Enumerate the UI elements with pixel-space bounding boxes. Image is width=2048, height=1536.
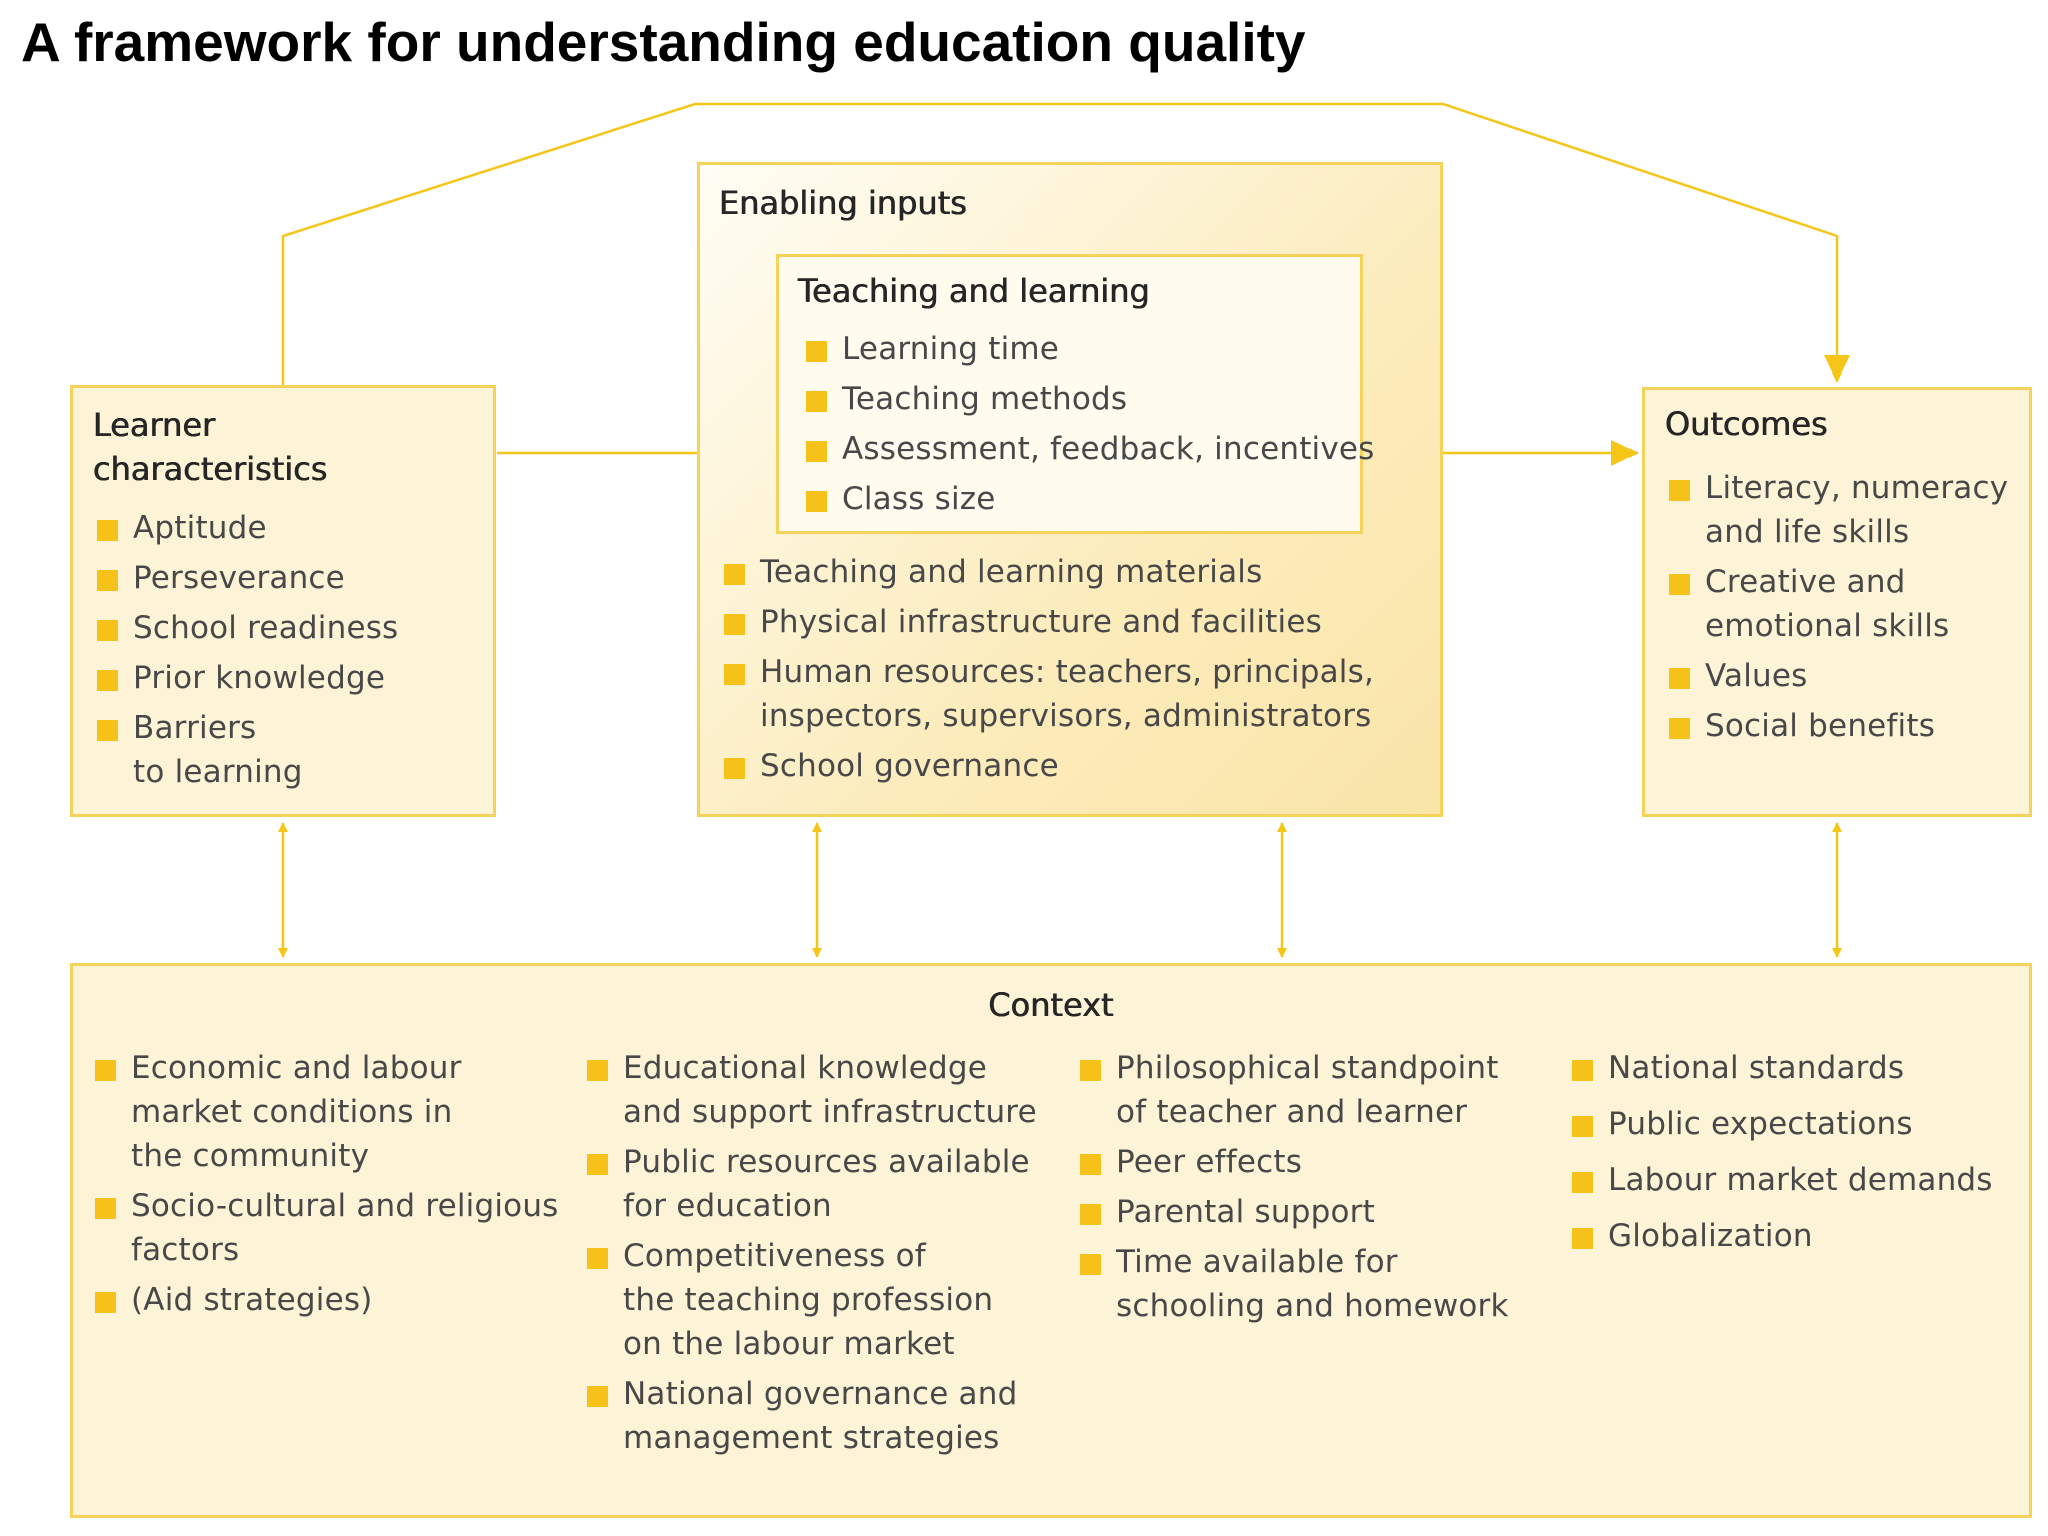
square-bullet-icon (97, 670, 118, 691)
list-item (1667, 560, 2008, 648)
list-item-text: Socio-cultural and religious (131, 1188, 559, 1224)
square-bullet-icon (97, 520, 118, 541)
list-item-text: inspectors, supervisors, administrators (760, 698, 1372, 734)
outcomes-box (1642, 387, 2032, 817)
list-item-text: School readiness (133, 610, 399, 646)
list-item-text: to learning (133, 754, 303, 790)
list-item-text: factors (131, 1232, 240, 1268)
list-item-text: market conditions in (131, 1094, 453, 1130)
list-item-text: Assessment, feedback, incentives (842, 431, 1375, 467)
list-item-text: Learning time (842, 331, 1060, 367)
context-box (70, 963, 2032, 1518)
square-bullet-icon (724, 564, 745, 585)
list-item-text: Literacy, numeracy (1705, 470, 2009, 506)
list-item-text: Barriers (133, 710, 257, 746)
square-bullet-icon (806, 391, 827, 412)
list-item (93, 1184, 559, 1272)
teaching-and-learning-box (776, 254, 1375, 534)
list-item-text: the teaching profession (623, 1282, 994, 1318)
context-column-2 (585, 1046, 1037, 1466)
list-item (95, 506, 398, 550)
square-bullet-icon (1080, 1204, 1101, 1225)
square-bullet-icon (1669, 668, 1690, 689)
square-bullet-icon (97, 570, 118, 591)
square-bullet-icon (587, 1386, 608, 1407)
list-item (722, 744, 1374, 788)
list-item-text: on the labour market (623, 1326, 955, 1362)
square-bullet-icon (806, 491, 827, 512)
list-item-text: schooling and homework (1116, 1288, 1509, 1324)
list-item (1570, 1046, 1993, 1090)
list-item-text: Educational knowledge (623, 1050, 988, 1086)
list-item-text: Physical infrastructure and facilities (760, 604, 1322, 640)
list-item (95, 656, 398, 700)
square-bullet-icon (1080, 1060, 1101, 1081)
list-item-text: Peer effects (1116, 1144, 1303, 1180)
list-item-text: Aptitude (133, 510, 267, 546)
square-bullet-icon (1669, 718, 1690, 739)
list-item (585, 1372, 1037, 1460)
square-bullet-icon (1669, 480, 1690, 501)
list-item-text: Teaching and learning materials (760, 554, 1263, 590)
list-item (1570, 1102, 1993, 1146)
list-item (95, 556, 398, 600)
list-item-text: Creative and (1705, 564, 1906, 600)
list-item-text: and support infrastructure (623, 1094, 1037, 1130)
list-item-text: Human resources: teachers, principals, (760, 654, 1375, 690)
square-bullet-icon (587, 1248, 608, 1269)
square-bullet-icon (1669, 574, 1690, 595)
list-item (722, 600, 1374, 644)
list-item-text: Class size (842, 481, 996, 517)
square-bullet-icon (587, 1154, 608, 1175)
list-item (804, 477, 1375, 521)
list-item-text: Time available for (1116, 1244, 1398, 1280)
list-item (1078, 1046, 1509, 1134)
enabling-inputs-list (722, 550, 1374, 794)
list-item-text: of teacher and learner (1116, 1094, 1468, 1130)
list-item-text: management strategies (623, 1420, 1000, 1456)
list-item (585, 1140, 1037, 1228)
list-item-text: Perseverance (133, 560, 345, 596)
list-item (1570, 1158, 1993, 1202)
list-item (804, 327, 1375, 371)
list-item-text: Prior knowledge (133, 660, 386, 696)
square-bullet-icon (1080, 1254, 1101, 1275)
page-title: A framework for understanding education quality (21, 11, 1306, 73)
list-item-text: Parental support (1116, 1194, 1375, 1230)
list-item-text: Labour market demands (1608, 1162, 1993, 1198)
square-bullet-icon (724, 664, 745, 685)
list-item (804, 427, 1375, 471)
teaching-and-learning-title: Teaching and learning (798, 272, 1150, 310)
outcomes-title: Outcomes (1665, 405, 1828, 443)
list-item-text: Globalization (1608, 1218, 1813, 1254)
arrowhead-outcomes (1611, 440, 1638, 466)
square-bullet-icon (1572, 1116, 1593, 1137)
list-item (722, 650, 1374, 738)
list-item-text: School governance (760, 748, 1059, 784)
list-item (1667, 704, 2008, 748)
list-item (804, 377, 1375, 421)
square-bullet-icon (97, 720, 118, 741)
enabling-inputs-title: Enabling inputs (719, 184, 967, 222)
list-item (1667, 654, 2008, 698)
context-column-3 (1078, 1046, 1509, 1334)
square-bullet-icon (1572, 1228, 1593, 1249)
learner-characteristics-list (95, 506, 398, 800)
list-item (722, 550, 1374, 594)
context-title: Context (988, 986, 1114, 1024)
square-bullet-icon (95, 1292, 116, 1313)
list-item (1078, 1240, 1509, 1328)
square-bullet-icon (97, 620, 118, 641)
list-item (1667, 466, 2008, 554)
square-bullet-icon (724, 758, 745, 779)
list-item-text: the community (131, 1138, 370, 1174)
list-item (1078, 1190, 1509, 1234)
arrowhead-outcomes-top (1824, 355, 1850, 382)
list-item-text: and life skills (1705, 514, 1910, 550)
learner-title-line: Learner (93, 406, 216, 444)
list-item-text: Philosophical standpoint (1116, 1050, 1499, 1086)
list-item-text: Values (1705, 658, 1808, 694)
learner-characteristics-box (70, 385, 496, 817)
list-item (93, 1278, 559, 1322)
square-bullet-icon (1572, 1060, 1593, 1081)
list-item (1078, 1140, 1509, 1184)
list-item-text: Public resources available (623, 1144, 1030, 1180)
learner-title-line: characteristics (93, 450, 328, 488)
list-item (95, 606, 398, 650)
square-bullet-icon (1080, 1154, 1101, 1175)
list-item (585, 1234, 1037, 1366)
learner-characteristics-title (93, 403, 328, 491)
list-item-text: Public expectations (1608, 1106, 1913, 1142)
context-column-4 (1570, 1046, 1993, 1270)
list-item (585, 1046, 1037, 1134)
list-item-text: emotional skills (1705, 608, 1950, 644)
teaching-and-learning-list (804, 327, 1375, 527)
list-item-text: Teaching methods (842, 381, 1128, 417)
list-item-text: Economic and labour (131, 1050, 462, 1086)
square-bullet-icon (806, 341, 827, 362)
square-bullet-icon (587, 1060, 608, 1081)
context-column-1 (93, 1046, 559, 1328)
list-item-text: for education (623, 1188, 832, 1224)
list-item (95, 706, 398, 794)
list-item-text: Competitiveness of (623, 1238, 926, 1274)
list-item-text: National standards (1608, 1050, 1905, 1086)
list-item (1570, 1214, 1993, 1258)
outcomes-list (1667, 466, 2008, 754)
list-item-text: (Aid strategies) (131, 1282, 373, 1318)
square-bullet-icon (95, 1198, 116, 1219)
list-item-text: Social benefits (1705, 708, 1936, 744)
square-bullet-icon (1572, 1172, 1593, 1193)
square-bullet-icon (806, 441, 827, 462)
square-bullet-icon (724, 614, 745, 635)
list-item (93, 1046, 559, 1178)
square-bullet-icon (95, 1060, 116, 1081)
list-item-text: National governance and (623, 1376, 1018, 1412)
